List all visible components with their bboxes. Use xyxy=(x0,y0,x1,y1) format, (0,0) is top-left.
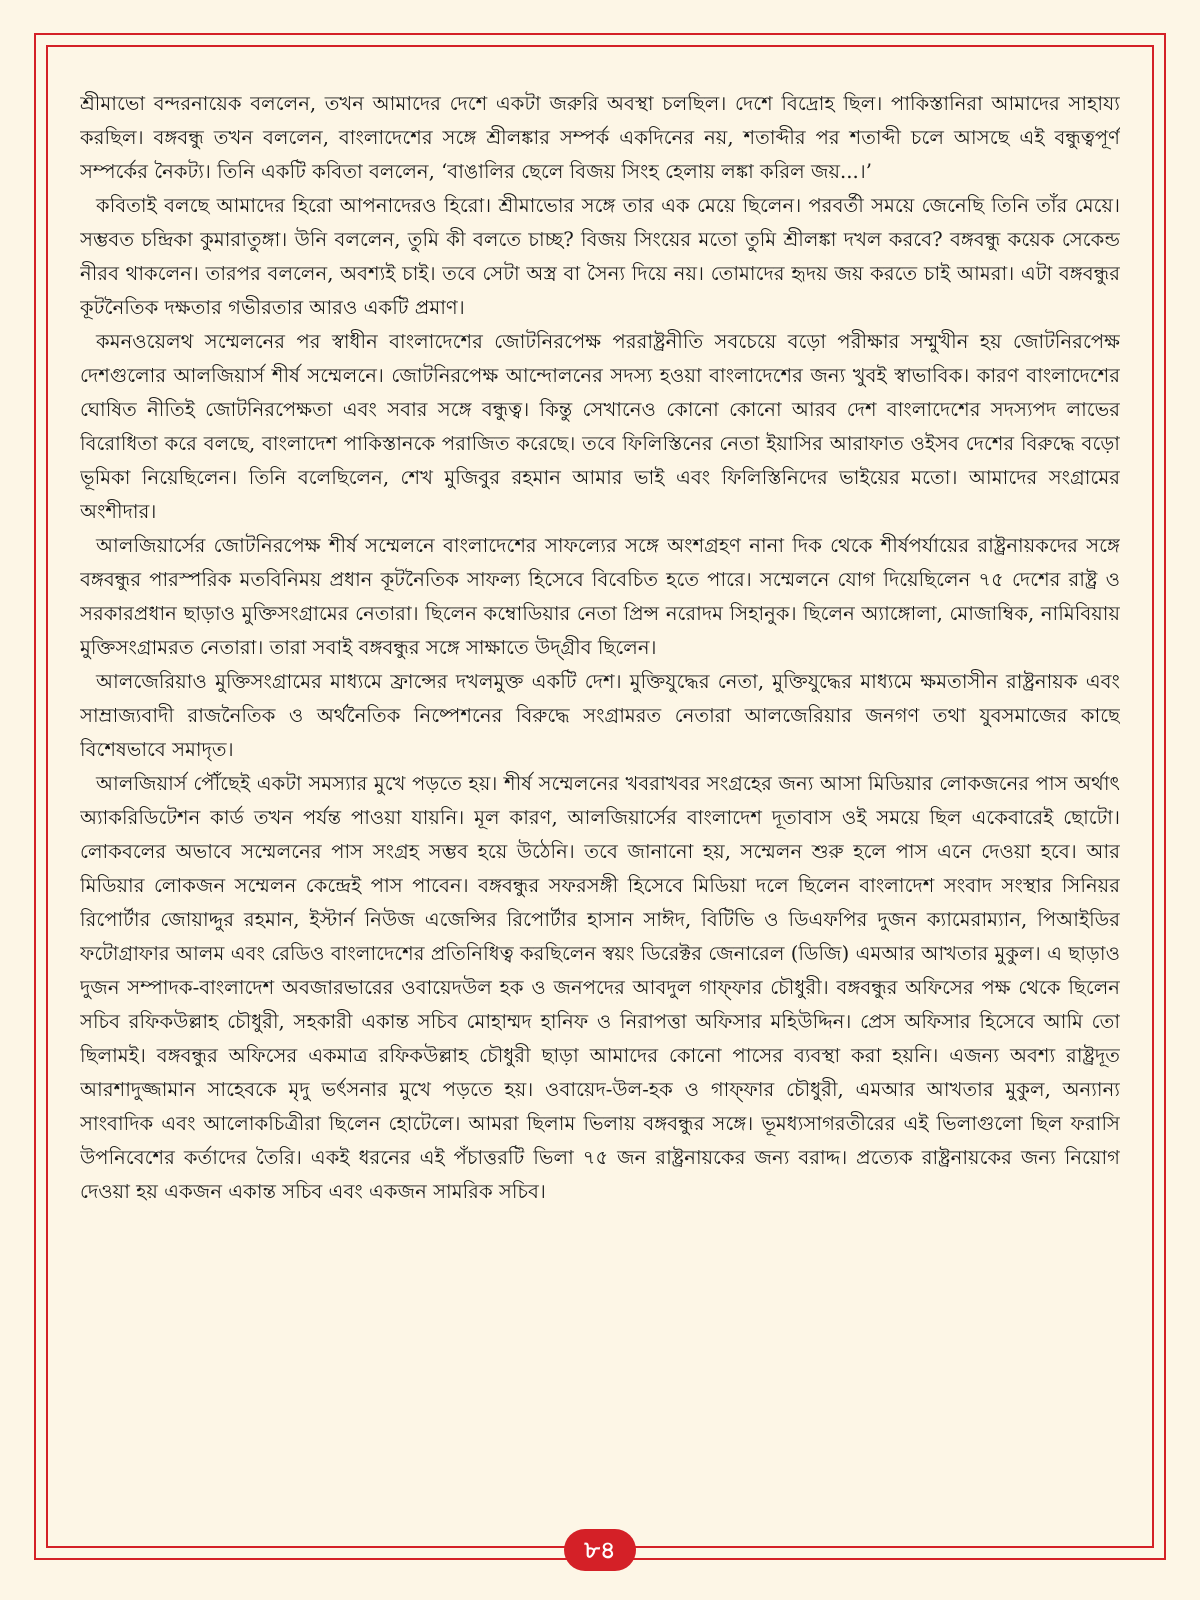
page-number-badge: ৮৪ xyxy=(564,1529,636,1571)
paragraph-2: কবিতাই বলছে আমাদের হিরো আপনাদেরও হিরো। শ্রীমাভোর সঙ্গে তার এক মেয়ে ছিলেন। পরবর্তী সময়ে জেনেছি তিনি তাঁর মেয়ে। সম্ভবত চন্দ্রিকা কুমারাতুঙ্গা। উনি বললেন, তুমি কী বলতে চাচ্ছ? বিজয় সিংয়ের মতো তুমি শ্রীলঙ্কা দখল করবে? বঙ্গবন্ধু কয়েক সেকেন্ড নীরব থাকলেন। তারপর বললেন, অবশ্যই চাই। তবে সেটা অস্ত্র বা সৈন্য দিয়ে নয়। তোমাদের হৃদয় জয় করতে চাই আমরা। এটা বঙ্গবন্ধুর কূটনৈতিক দক্ষতার গভীরতার আরও একটি প্রমাণ। xyxy=(80,194,1120,319)
paragraph-4: আলজিয়ার্সের জোটনিরপেক্ষ শীর্ষ সম্মেলনে বাংলাদেশের সাফল্যের সঙ্গে অংশগ্রহণ নানা দিক থেকে শীর্ষপর্যায়ের রাষ্ট্রনায়কদের সঙ্গে বঙ্গবন্ধুর পারস্পরিক মতবিনিময় প্রধান কূটনৈতিক সাফল্য হিসেবে বিবেচিত হতে পারে। সম্মেলনে যোগ দিয়েছিলেন ৭৫ দেশের রাষ্ট্র ও সরকারপ্রধান ছাড়াও মুক্তিসংগ্রামের নেতারা। ছিলেন কম্বোডিয়ার নেতা প্রিন্স নরোদম সিহানুক। ছিলেন অ্যাঙ্গোলা, মোজাম্বিক, নামিবিয়ায় মুক্তিসংগ্রামরত নেতারা। তারা সবাই বঙ্গবন্ধুর সঙ্গে সাক্ষাতে উদ্গ্রীব ছিলেন। xyxy=(80,534,1120,659)
paragraph-6: আলজিয়ার্স পৌঁছেই একটা সমস্যার মুখে পড়তে হয়। শীর্ষ সম্মেলনের খবরাখবর সংগ্রহের জন্য আসা মিডিয়ার লোকজনের পাস অর্থাৎ অ্যাকরিডিটেশন কার্ড তখন পর্যন্ত পাওয়া যায়নি। মূল কারণ, আলজিয়ার্সের বাংলাদেশ দূতাবাস ওই সময়ে ছিল একেবারেই ছোটো। লোকবলের অভাবে সম্মেলনের পাস সংগ্রহ সম্ভব হয়ে উঠেনি। তবে জানানো হয়, সম্মেলন শুরু হলে পাস এনে দেওয়া হবে। আর মিডিয়ার লোকজন সম্মেলন কেন্দ্রেই পাস পাবেন। বঙ্গবন্ধুর সফরসঙ্গী হিসেবে মিডিয়া দলে ছিলেন বাংলাদেশ সংবাদ সংস্থার সিনিয়র রিপোর্টার জোয়াদ্দুর রহমান, ইস্টার্ন নিউজ এজেন্সির রিপোর্টার হাসান সাঈদ, বিটিভি ও ডিএফপির দুজন ক্যামেরাম্যান, পিআইডির ফটোগ্রাফার আলম এবং রেডিও বাংলাদেশের প্রতিনিধিত্ব করছিলেন স্বয়ং ডিরেক্টর জেনারেল (ডিজি) এমআর আখতার মুকুল। এ ছাড়াও দুজন সম্পাদক-বাংলাদেশ অবজারভারের ওবায়েদউল হক ও জনপদের আবদুল গাফ্ফার চৌধুরী। বঙ্গবন্ধুর অফিসের পক্ষ থেকে ছিলেন সচিব রফিকউল্লাহ চৌধুরী, সহকারী একান্ত সচিব মোহাম্মদ হানিফ ও নিরাপত্তা অফিসার মহিউদ্দিন। প্রেস অফিসার হিসেবে আমি তো ছিলামই। বঙ্গবন্ধুর অফিসের একমাত্র রফিকউল্লাহ চৌধুরী ছাড়া আমাদের কোনো পাসের ব্যবস্থা করা হয়নি। এজন্য অবশ্য রাষ্ট্রদূত আরশাদুজ্জামান সাহেবকে মৃদু ভর্ৎসনার মুখে পড়তে হয়। ওবায়েদ-উল-হক ও গাফ্ফার চৌধুরী, এমআর আখতার মুকুল, অন্যান্য সাংবাদিক এবং আলোকচিত্রীরা ছিলেন হোটেলে। আমরা ছিলাম ভিলায় বঙ্গবন্ধুর সঙ্গে। ভূমধ্যসাগরতীরের এই ভিলাগুলো ছিল ফরাসি উপনিবেশের কর্তাদের তৈরি। একই ধরনের এই পঁচাত্তরটি ভিলা ৭৫ জন রাষ্ট্রনায়কের জন্য বরাদ্দ। প্রত্যেক রাষ্ট্রনায়কের জন্য নিয়োগ দেওয়া হয় একজন একান্ত সচিব এবং একজন সামরিক সচিব। xyxy=(80,772,1120,1203)
page-body xyxy=(80,87,1120,1507)
paragraph-5: আলজেরিয়াও মুক্তিসংগ্রামের মাধ্যমে ফ্রান্সের দখলমুক্ত একটি দেশ। মুক্তিযুদ্ধের নেতা, মুক্তিযুদ্ধের মাধ্যমে ক্ষমতাসীন রাষ্ট্রনায়ক এবং সাম্রাজ্যবাদী রাজনৈতিক ও অর্থনৈতিক নিষ্পেশনের বিরুদ্ধে সংগ্রামরত নেতারা আলজেরিয়ার জনগণ তথা যুবসমাজের কাছে বিশেষভাবে সমাদৃত। xyxy=(80,670,1120,761)
paragraph-1: শ্রীমাভো বন্দরনায়েক বললেন, তখন আমাদের দেশে একটা জরুরি অবস্থা চলছিল। দেশে বিদ্রোহ ছিল। পাকিস্তানিরা আমাদের সাহায্য করছিল। বঙ্গবন্ধু তখন বললেন, বাংলাদেশের সঙ্গে শ্রীলঙ্কার সম্পর্ক একদিনের নয়, শতাব্দীর পর শতাব্দী চলে আসছে এই বন্ধুত্বপূর্ণ সম্পর্কের নৈকট্য। তিনি একটি কবিতা বললেন, ‘বাঙালির ছেলে বিজয় সিংহ হেলায় লঙ্কা করিল জয়...।’ xyxy=(80,92,1120,183)
paragraph-3: কমনওয়েলথ সম্মেলনের পর স্বাধীন বাংলাদেশের জোটনিরপেক্ষ পররাষ্ট্রনীতি সবচেয়ে বড়ো পরীক্ষার সম্মুখীন হয় জোটনিরপেক্ষ দেশগুলোর আলজিয়ার্স শীর্ষ সম্মেলনে। জোটনিরপেক্ষ আন্দোলনের সদস্য হওয়া বাংলাদেশের জন্য খুবই স্বাভাবিক। কারণ বাংলাদেশের ঘোষিত নীতিই জোটনিরপেক্ষতা এবং সবার সঙ্গে বন্ধুত্ব। কিন্তু সেখানেও কোনো কোনো আরব দেশ বাংলাদেশের সদস্যপদ লাভের বিরোধিতা করে বলছে, বাংলাদেশ পাকিস্তানকে পরাজিত করেছে। তবে ফিলিস্তিনের নেতা ইয়াসির আরাফাত ওইসব দেশের বিরুদ্ধে বড়ো ভূমিকা নিয়েছিলেন। তিনি বলেছিলেন, শেখ মুজিবুর রহমান আমার ভাই এবং ফিলিস্তিনিদের ভাইয়ের মতো। আমাদের সংগ্রামের অংশীদার। xyxy=(80,330,1120,523)
